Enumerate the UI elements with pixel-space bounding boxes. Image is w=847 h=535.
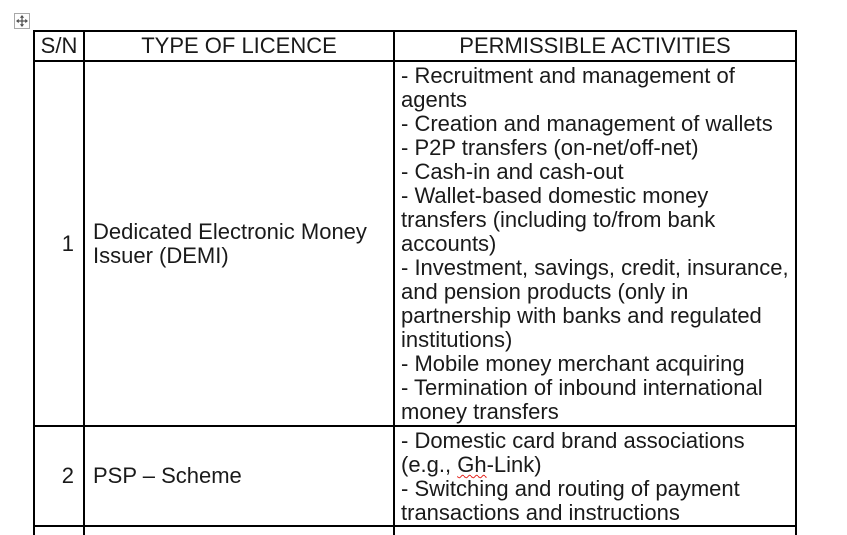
activity-item: - Creation and management of wallets xyxy=(401,111,773,136)
four-way-arrow-icon xyxy=(16,15,28,27)
cell-serial-number: 1 xyxy=(34,61,84,426)
header-row xyxy=(34,31,796,61)
cell-licence-type xyxy=(84,526,394,535)
activity-item: - P2P transfers (on-net/off-net) xyxy=(401,135,699,160)
cell-permissible-activities xyxy=(394,61,796,426)
activity-item: - Investment, savings, credit, insurance, and pension products (only in partnership with banks and regulated institutions) xyxy=(401,255,789,352)
cell-licence-type: Dedicated Electronic Money Issuer (DEMI) xyxy=(84,61,394,426)
table-move-handle[interactable] xyxy=(14,13,30,29)
licence-table xyxy=(33,30,797,535)
header-type-of-licence: TYPE OF LICENCE xyxy=(84,31,394,61)
spellcheck-underline: Gh xyxy=(457,452,487,477)
activity-text-segment: - Domestic card brand associations (e.g., xyxy=(401,428,745,477)
cell-permissible-activities xyxy=(394,526,796,535)
cell-serial-number: 2 xyxy=(34,426,84,526)
table-row-clipped xyxy=(34,526,796,535)
activity-item: - Termination of inbound international money transfers xyxy=(401,375,763,424)
table-row xyxy=(34,61,796,426)
cell-permissible-activities xyxy=(394,426,796,526)
cell-licence-type: PSP – Scheme xyxy=(84,426,394,526)
activity-item xyxy=(401,429,793,477)
activity-item: - Wallet-based domestic money transfers (including to/from bank accounts) xyxy=(401,183,716,256)
activity-item: - Recruitment and management of agents xyxy=(401,63,735,112)
activity-item: - Mobile money merchant acquiring xyxy=(401,351,745,376)
activity-item: - Switching and routing of payment transactions and instructions xyxy=(401,476,740,525)
table-row xyxy=(34,426,796,526)
activity-item: - Cash-in and cash-out xyxy=(401,159,624,184)
activity-text-segment: -Link) xyxy=(486,452,542,477)
header-permissible-activities: PERMISSIBLE ACTIVITIES xyxy=(394,31,796,61)
header-sn: S/N xyxy=(34,31,84,61)
cell-serial-number xyxy=(34,526,84,535)
